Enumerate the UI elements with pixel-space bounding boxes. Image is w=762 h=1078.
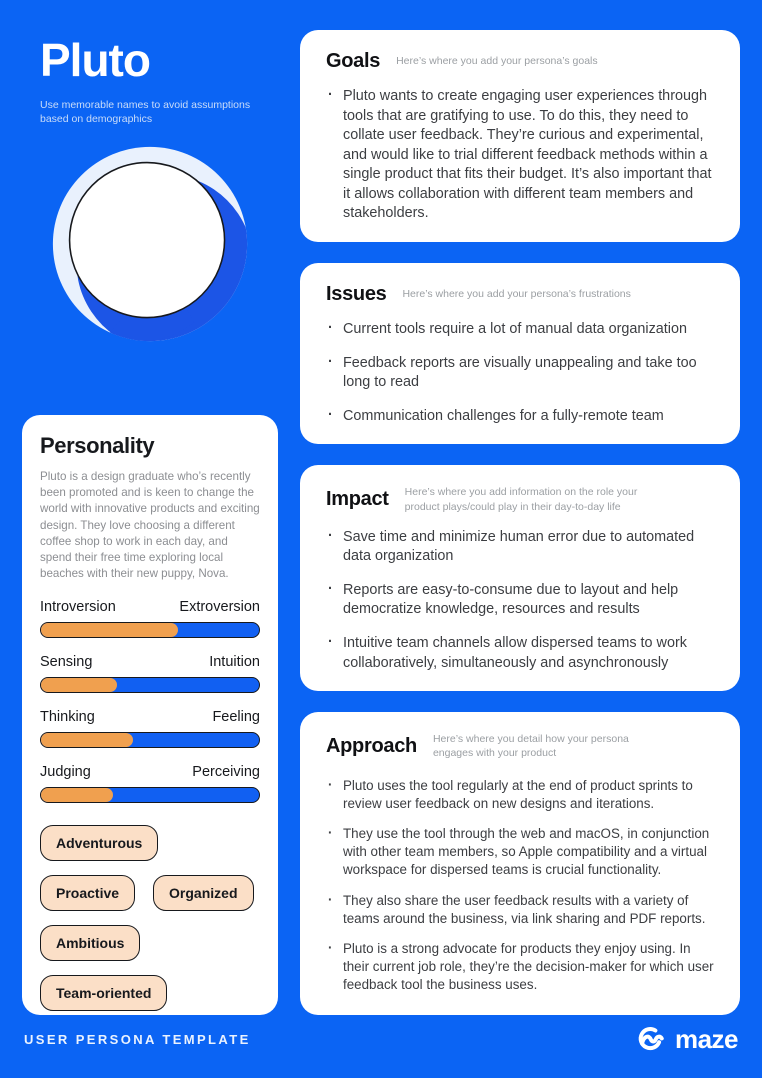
trait-slider [40, 654, 260, 693]
main-layout [22, 30, 740, 1015]
trait-label-left: Thinking [40, 708, 95, 725]
trait-slider [40, 764, 260, 803]
trait-slider-track [40, 787, 260, 803]
trait-label-left: Sensing [40, 653, 93, 670]
card-hint: Here’s where you detail how your persona engages with your product [432, 733, 629, 760]
personality-card [22, 415, 278, 1015]
trait-labels [40, 599, 260, 615]
bullet-item: · Feedback reports are visually unappealing and take too long to read [326, 354, 716, 393]
bullet-item: · Current tools require a lot of manual data organization [326, 320, 716, 340]
persona-avatar [22, 141, 278, 347]
persona-card-goals [300, 30, 740, 242]
trait-labels [40, 654, 260, 670]
card-header [326, 283, 716, 306]
trait-label-right: Feeling [212, 708, 260, 725]
trait-label-left: Judging [40, 763, 91, 780]
trait-labels [40, 709, 260, 725]
personality-sliders [40, 599, 260, 803]
bullet-item: · Intuitive team channels allow dispersed teams to work collaboratively, simultaneously and asynchronously [326, 634, 716, 673]
maze-brand [632, 1024, 738, 1055]
card-bullet-list [326, 528, 716, 673]
card-bullet-list [326, 777, 716, 995]
trait-slider-track [40, 732, 260, 748]
bullet-item: · Pluto wants to create engaging user experiences through tools that are gratifying to use. To do this, they need to collate user feedback. They’re curious and experimental, and would like to trial different feedback methods within a single product that fits their budget. It’s also important that it allows collaboration with different team members and stakeholders. [326, 87, 716, 224]
personality-tag: Ambitious [40, 925, 140, 961]
trait-slider-fill [41, 623, 178, 637]
trait-slider [40, 709, 260, 748]
personality-description: Pluto is a design graduate who’s recently been promoted and is keen to change the world with innovative products and exciting design. They love choosing a different coffee shop to work in each day, and spend their free time exploring local beaches with their new puppy, Nova. [40, 470, 260, 581]
bullet-item: · Pluto is a strong advocate for products they enjoy using. In their current job role, they’re the decision-maker for which user feedback tool the business uses. [326, 940, 716, 995]
persona-name-hint: Use memorable names to avoid assumptions based on demographics [40, 99, 251, 126]
bullet-item: · They also share the user feedback results with a variety of teams around the business, via link sharing and PDF reports. [326, 892, 716, 928]
card-title: Impact [326, 488, 389, 511]
personality-tag: Proactive [40, 875, 135, 911]
card-hint: Here’s where you add information on the role your product plays/could play in their day-to-day life [404, 486, 638, 513]
maze-logo-icon [632, 1026, 666, 1052]
bullet-item: · Reports are easy-to-consume due to layout and help democratize knowledge, resources and results [326, 581, 716, 620]
card-title: Goals [326, 50, 381, 72]
trait-label-right: Intuition [209, 653, 260, 670]
bullet-item: · Pluto uses the tool regularly at the end of product sprints to review user feedback on new designs and iterations. [326, 777, 716, 813]
card-hint: Here’s where you add your persona’s goals [396, 55, 598, 68]
personality-tag: Adventurous [40, 825, 158, 861]
footer [22, 1015, 740, 1063]
persona-name: Pluto [40, 34, 150, 86]
trait-slider-fill [41, 733, 133, 747]
trait-slider-track [40, 677, 260, 693]
card-hint: Here’s where you add your persona’s frustrations [402, 288, 631, 301]
left-column [22, 30, 278, 1015]
card-title: Approach [326, 734, 417, 757]
trait-labels [40, 764, 260, 780]
bullet-item: · Save time and minimize human error due to automated data organization [326, 528, 716, 567]
card-header [326, 732, 716, 760]
persona-card-issues [300, 263, 740, 444]
card-bullet-list [326, 87, 716, 224]
persona-card-impact [300, 465, 740, 691]
trait-label-left: Introversion [40, 598, 116, 615]
personality-tag: Organized [153, 875, 253, 911]
trait-label-right: Perceiving [192, 763, 260, 780]
footer-label: USER PERSONA TEMPLATE [24, 1031, 251, 1047]
trait-slider [40, 599, 260, 638]
persona-card-approach [300, 712, 740, 1015]
personality-tags [40, 825, 260, 1011]
bullet-item: · Communication challenges for a fully-remote team [326, 407, 716, 427]
bullet-item: · They use the tool through the web and macOS, in conjunction with other team members, so Apple compatibility and a virtual workspace for dispersed teams is crucial functionality. [326, 825, 716, 880]
personality-tag: Team-oriented [40, 975, 167, 1011]
card-header [326, 50, 716, 73]
maze-wordmark: maze [674, 1023, 738, 1054]
trait-label-right: Extroversion [179, 598, 260, 615]
card-title: Issues [326, 283, 387, 306]
trait-slider-track [40, 622, 260, 638]
trait-slider-fill [41, 788, 113, 802]
abstract-moon-avatar-icon [47, 141, 253, 347]
card-header [326, 485, 716, 513]
persona-header [22, 30, 278, 127]
right-column [300, 30, 740, 1015]
trait-slider-fill [41, 678, 117, 692]
personality-title: Personality [40, 433, 155, 458]
card-bullet-list [326, 320, 716, 426]
